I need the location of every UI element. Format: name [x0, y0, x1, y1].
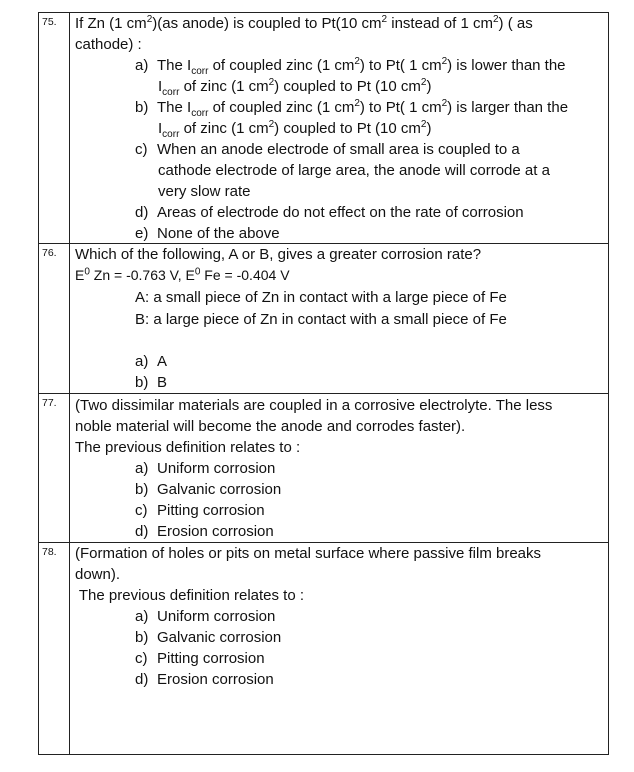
question-78-stem-line2: down).	[75, 566, 121, 583]
question-number-78: 78.	[42, 546, 57, 558]
question-78-option-c: c) Pitting corrosion	[135, 650, 265, 667]
question-78-option-a: a) Uniform corrosion	[135, 608, 276, 625]
question-77-option-c: c) Pitting corrosion	[135, 502, 265, 519]
question-75-option-d: d) Areas of electrode do not effect on the rate of corrosion	[135, 204, 524, 221]
question-77-stem-line3: The previous definition relates to :	[75, 439, 301, 456]
question-78-stem-line3: The previous definition relates to :	[75, 587, 305, 604]
question-77-stem-line1: (Two dissimilar materials are coupled in a corrosive electrolyte. The less	[75, 397, 553, 414]
question-75-stem-line1: If Zn (1 $cm^2)(as$ anode) is coupled to Pt(10 $cm^2$ instead of 1 $cm^2$) ( as	[75, 14, 533, 32]
row-divider-77	[38, 393, 609, 394]
question-75-option-a: a) The $I_{corr}$ of coupled zinc (1 $cm^2$) to Pt( 1 $cm^2$) is lower than the	[135, 56, 566, 77]
question-75-option-e: e) None of the above	[135, 225, 280, 242]
question-76-statement-a: A: a small piece of Zn in contact with a large piece of Fe	[135, 289, 507, 306]
question-77-option-a: a) Uniform corrosion	[135, 460, 276, 477]
question-77-option-b: b) Galvanic corrosion	[135, 481, 282, 498]
question-75-option-b-continued: $I_{corr}$ of zinc (1 $cm^2$) coupled to Pt (10 $cm^2$)	[158, 119, 432, 140]
question-75-option-b: b) The $I_{corr}$ of coupled zinc (1 $cm^2$) to Pt( 1 $cm^2$) is larger than the	[135, 98, 569, 119]
question-76-option-b: b) B	[135, 374, 168, 391]
question-number-76: 76.	[42, 247, 57, 259]
question-number-75: 75.	[42, 16, 57, 28]
question-76-option-a: a) A	[135, 353, 168, 370]
question-76-statement-b: B: a large piece of Zn in contact with a small piece of Fe	[135, 311, 507, 328]
question-75-option-c-line2: cathode electrode of large area, the anode will corrode at a	[158, 162, 550, 179]
question-77-stem-line2: noble material will become the anode and corrodes faster).	[75, 418, 466, 435]
question-78-option-d: d) Erosion corrosion	[135, 671, 274, 688]
question-76-stem-line1: Which of the following, A or B, gives a greater corrosion rate?	[75, 246, 482, 263]
question-78-option-b: b) Galvanic corrosion	[135, 629, 282, 646]
question-77-option-d: d) Erosion corrosion	[135, 523, 274, 540]
question-75-option-a-continued: $I_{corr}$ of zinc (1 $cm^2$) coupled to Pt (10 $cm^2$)	[158, 77, 432, 98]
question-78-stem-line1: (Formation of holes or pits on metal surface where passive film breaks	[75, 545, 542, 562]
question-76-potentials: $E^0$ Zn = -0.763 V, $E^0$ Fe = -0.404 V	[75, 266, 290, 283]
question-number-77: 77.	[42, 397, 57, 409]
question-75-option-c-line3: very slow rate	[158, 183, 251, 200]
question-75-stem-line2: cathode) :	[75, 36, 142, 53]
column-divider	[69, 12, 70, 755]
question-75-option-c: c) When an anode electrode of small area is coupled to a	[135, 141, 520, 158]
